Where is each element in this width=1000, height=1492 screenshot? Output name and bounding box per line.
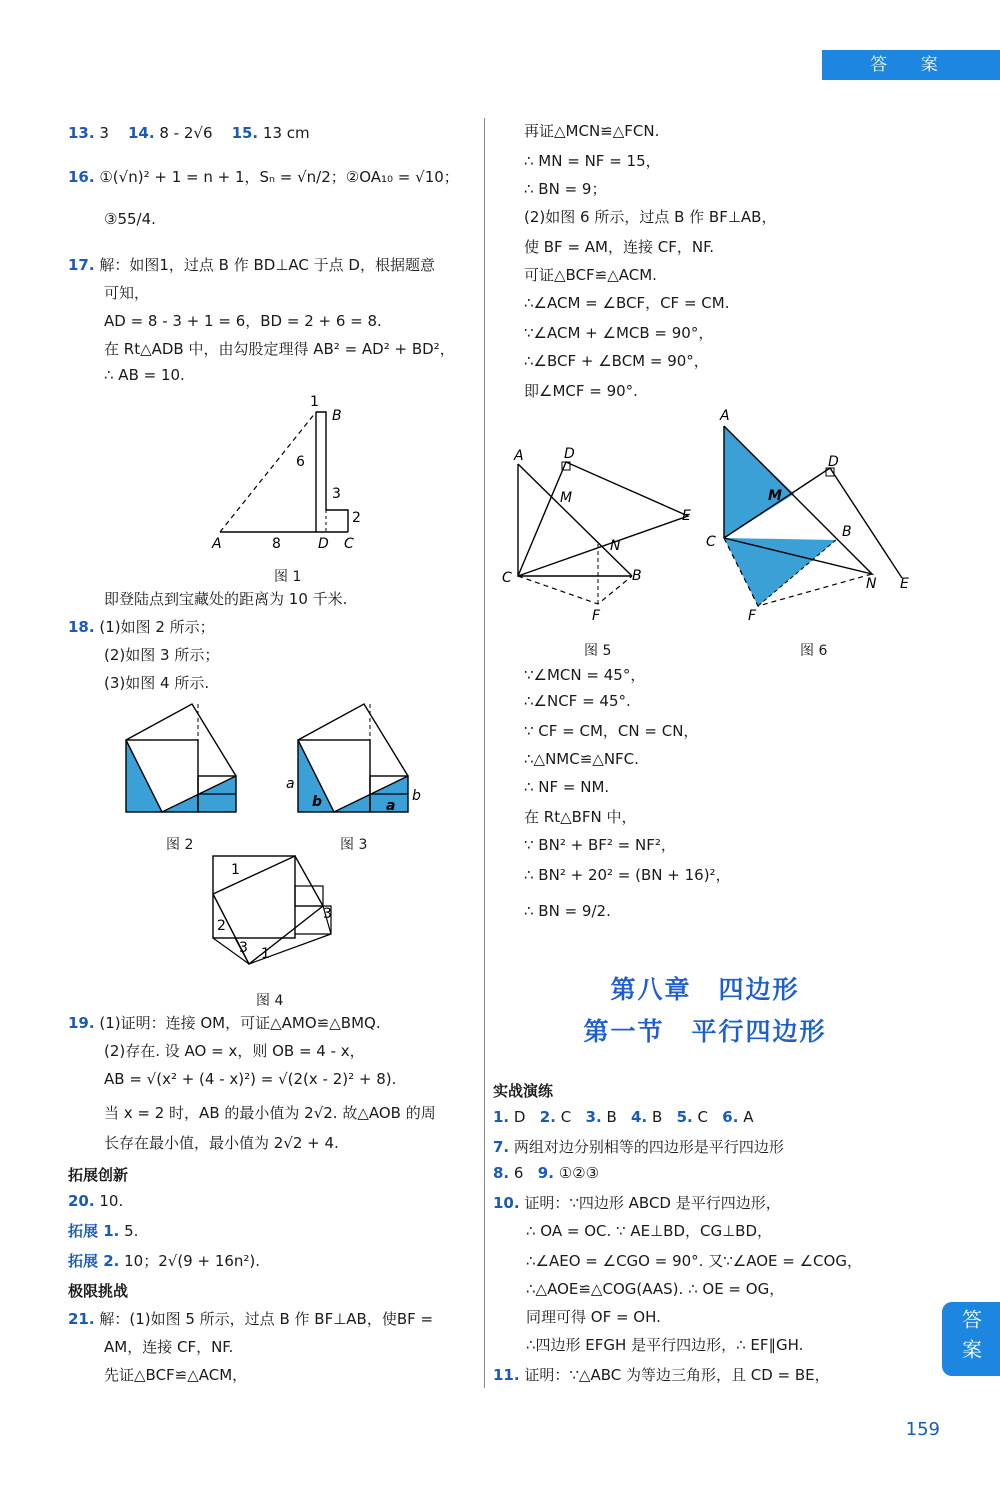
ext2-answer: 10；2√(9 + 16n²). <box>124 1252 261 1270</box>
q14-number: 14. <box>127 124 155 142</box>
fig6-label-C: C <box>706 534 716 550</box>
a11-number: 11. <box>493 1366 520 1384</box>
a3-answer: B <box>606 1108 617 1126</box>
q13-number: 13. <box>68 124 95 142</box>
a6-answer: A <box>743 1108 754 1126</box>
fig5-label-N: N <box>610 538 621 554</box>
fig5-label-C: C <box>502 570 512 586</box>
a5-number: 5. <box>676 1108 693 1126</box>
r-line-8: ∵∠ACM + ∠MCB = 90°， <box>524 324 714 342</box>
ext2-number: 拓展 2. <box>68 1252 120 1270</box>
fig3-caption: 图 3 <box>340 837 368 853</box>
r-line-4: (2)如图 6 所示，过点 B 作 BF⊥AB， <box>524 208 777 226</box>
q17-text-1: 解：如图1，过点 B 作 BD⊥AC 于点 D，根据题意 <box>99 256 435 274</box>
q16-number: 16. <box>68 168 95 186</box>
q19-line-3: AB = √(x² + (4 - x)²) = √(2(x - 2)² + 8). <box>104 1070 397 1088</box>
fig1-label-B: B <box>332 408 342 424</box>
page-number: 159 <box>905 1419 940 1440</box>
answer-10-line-2: ∴ OA = OC. ∵ AE⊥BD，CG⊥BD， <box>526 1222 772 1240</box>
fig4-label-3b: 3 <box>239 940 248 956</box>
q13-line <box>68 124 310 142</box>
q20-number: 20. <box>68 1192 95 1210</box>
fig1-label-3: 3 <box>332 486 341 502</box>
q17-line-1 <box>68 254 435 275</box>
r-line-15: ∴ NF = NM. <box>524 778 610 796</box>
q16-line <box>68 166 459 187</box>
q19-number: 19. <box>68 1014 95 1032</box>
q20-answer: 10. <box>99 1192 124 1210</box>
fig6-label-E: E <box>900 576 909 592</box>
fig5-label-D: D <box>564 446 575 462</box>
fig5-caption: 图 5 <box>584 643 612 659</box>
a9-answer: ①②③ <box>558 1164 600 1182</box>
fig6-label-N: N <box>866 576 877 592</box>
q20-line <box>68 1192 123 1210</box>
fig1-label-2: 2 <box>352 510 361 526</box>
q17-line-5: ∴ AB = 10. <box>104 366 185 384</box>
q15-answer: 13 cm <box>262 124 310 142</box>
r-line-9: ∴∠BCF + ∠BCM = 90°， <box>524 352 709 370</box>
q19-line-5: 长存在最小值，最小值为 2√2 + 4. <box>104 1134 339 1152</box>
q17-line-2: 可知， <box>104 284 150 302</box>
a7-answer: 两组对边分别相等的四边形是平行四边形 <box>513 1138 784 1156</box>
q18-text-1: (1)如图 2 所示； <box>99 618 215 636</box>
answer-10-line-3: ∴∠AEO = ∠CGO = 90°. 又∵∠AOE = ∠COG， <box>526 1252 862 1270</box>
figure-5 <box>498 444 698 634</box>
r-line-7: ∴∠ACM = ∠BCF，CF = CM. <box>524 294 730 312</box>
r-line-14: ∴△NMC≌△NFC. <box>524 750 639 768</box>
r-line-10: 即∠MCF = 90°. <box>524 382 638 400</box>
answer-7 <box>493 1136 784 1157</box>
answer-10-line-4: ∴△AOE≌△COG(AAS). ∴ OE = OG， <box>526 1280 785 1298</box>
fig3-label-a2: a <box>386 798 396 814</box>
q21-line-2: AM，连接 CF，NF. <box>104 1338 234 1356</box>
q15-number: 15. <box>231 124 259 142</box>
q13-answer: 3 <box>99 124 109 142</box>
q19-line-2: (2)存在. 设 AO = x，则 OB = 4 - x， <box>104 1042 365 1060</box>
r-line-13: ∵ CF = CM，CN = CN， <box>524 722 699 740</box>
section-limit: 极限挑战 <box>68 1282 129 1300</box>
q18-line-2: (2)如图 3 所示； <box>104 646 220 664</box>
fig3-label-a1: a <box>286 776 295 792</box>
q21-line-3: 先证△BCF≌△ACM， <box>104 1366 248 1384</box>
fig3-label-b1: b <box>312 794 323 810</box>
q21-number: 21. <box>68 1310 95 1328</box>
r-line-18: ∴ BN² + 20² = (BN + 16)²， <box>524 866 731 884</box>
q16-answer: ①(√n)² + 1 = n + 1，Sₙ = √n/2；②OA₁₀ = √10； <box>99 168 459 186</box>
ext1-number: 拓展 1. <box>68 1222 120 1240</box>
column-divider <box>484 118 485 1388</box>
fig6-label-B: B <box>842 524 852 540</box>
r-line-5: 使 BF = AM，连接 CF，NF. <box>524 238 715 256</box>
q14-answer: 8 - 2√6 <box>159 124 213 142</box>
fig1-label-1: 1 <box>310 394 319 410</box>
figure-6 <box>702 406 917 626</box>
a4-number: 4. <box>631 1108 648 1126</box>
fig6-label-F: F <box>748 608 757 624</box>
q19-line-1 <box>68 1012 381 1033</box>
r-line-17: ∵ BN² + BF² = NF²， <box>524 836 676 854</box>
a6-number: 6. <box>722 1108 739 1126</box>
q18-number: 18. <box>68 618 95 636</box>
q17-line-3: AD = 8 - 3 + 1 = 6，BD = 2 + 6 = 8. <box>104 312 382 330</box>
q16-line-b: ③55/4. <box>104 210 156 228</box>
a10-number: 10. <box>493 1194 520 1212</box>
r-line-12: ∴∠NCF = 45°. <box>524 692 631 710</box>
a8-answer: 6 <box>513 1164 524 1182</box>
fig3-label-b2: b <box>412 788 421 804</box>
answer-side-tab: 答案 <box>942 1302 1000 1376</box>
ext2-line <box>68 1250 260 1271</box>
fig5-label-B: B <box>632 568 642 584</box>
r-line-1: 再证△MCN≌△FCN. <box>524 122 660 140</box>
section-expand: 拓展创新 <box>68 1166 129 1184</box>
q19-line-4: 当 x = 2 时，AB 的最小值为 2√2. 故△AOB 的周 <box>104 1104 436 1122</box>
answer-tab: 答 案 <box>822 50 1000 80</box>
a1-answer: D <box>513 1108 526 1126</box>
r-line-11: ∵∠MCN = 45°， <box>524 666 646 684</box>
a7-number: 7. <box>493 1138 510 1156</box>
chapter-title: 第八章 四边形 <box>610 975 800 1004</box>
figure-4 <box>205 848 340 978</box>
answers-1-6 <box>493 1108 753 1126</box>
answer-10-line-1 <box>493 1192 781 1213</box>
q17-line-6: 即登陆点到宝藏处的距离为 10 千米. <box>104 590 348 608</box>
answer-11-line-1 <box>493 1364 830 1385</box>
r-line-16: 在 Rt△BFN 中， <box>524 808 637 826</box>
ext1-line <box>68 1220 138 1241</box>
r-line-6: 可证△BCF≌△ACM. <box>524 266 657 284</box>
a3-number: 3. <box>585 1108 602 1126</box>
a2-number: 2. <box>539 1108 556 1126</box>
fig4-label-1: 1 <box>231 862 240 878</box>
fig1-label-8: 8 <box>272 536 281 552</box>
fig2-caption: 图 2 <box>166 837 194 853</box>
a9-number: 9. <box>537 1164 554 1182</box>
section-title: 第一节 平行四边形 <box>583 1017 827 1046</box>
a10-text-1: 证明：∵四边形 ABCD 是平行四边形， <box>524 1194 781 1212</box>
q21-text-1: 解：(1)如图 5 所示，过点 B 作 BF⊥AB，使BF = <box>99 1310 434 1328</box>
fig1-label-C: C <box>344 536 354 552</box>
fig6-label-M: M <box>768 488 782 504</box>
figure-3 <box>282 700 422 820</box>
ext1-answer: 5. <box>124 1222 139 1240</box>
fig6-caption: 图 6 <box>800 643 828 659</box>
q21-line-1 <box>68 1308 433 1329</box>
fig5-label-E: E <box>682 508 691 524</box>
a11-text-1: 证明：∵△ABC 为等边三角形，且 CD = BE， <box>524 1366 830 1384</box>
q17-line-4: 在 Rt△ADB 中，由勾股定理得 AB² = AD² + BD²， <box>104 340 455 358</box>
r-line-2: ∴ MN = NF = 15， <box>524 152 661 170</box>
fig5-label-A: A <box>514 448 524 464</box>
figure-1 <box>200 390 380 560</box>
fig5-label-F: F <box>592 608 601 624</box>
r-line-19: ∴ BN = 9/2. <box>524 902 611 920</box>
section-practice: 实战演练 <box>493 1082 554 1100</box>
fig4-caption: 图 4 <box>256 993 284 1009</box>
a4-answer: B <box>651 1108 663 1126</box>
fig1-label-A: A <box>212 536 222 552</box>
a2-answer: C <box>560 1108 572 1126</box>
q18-line-1 <box>68 616 215 637</box>
fig4-label-3: 3 <box>323 906 332 922</box>
answer-10-line-6: ∴四边形 EFGH 是平行四边形，∴ EF∥GH. <box>526 1336 804 1354</box>
fig1-label-6: 6 <box>296 454 305 470</box>
fig4-label-2: 2 <box>217 918 226 934</box>
fig1-caption: 图 1 <box>274 569 302 585</box>
a5-answer: C <box>697 1108 708 1126</box>
q19-text-1: (1)证明：连接 OM，可证△AMO≌△BMQ. <box>99 1014 381 1032</box>
a1-number: 1. <box>493 1108 510 1126</box>
r-line-3: ∴ BN = 9； <box>524 180 607 198</box>
answer-10-line-5: 同理可得 OF = OH. <box>526 1308 661 1326</box>
q18-line-3: (3)如图 4 所示. <box>104 674 210 692</box>
fig1-label-D: D <box>318 536 329 552</box>
q17-number: 17. <box>68 256 95 274</box>
fig4-label-1b: 1 <box>261 946 270 962</box>
figure-2 <box>120 700 245 820</box>
fig6-label-A: A <box>720 408 730 424</box>
fig5-label-M: M <box>560 490 573 506</box>
fig6-label-D: D <box>828 454 839 470</box>
answers-8-9 <box>493 1164 599 1182</box>
a8-number: 8. <box>493 1164 510 1182</box>
